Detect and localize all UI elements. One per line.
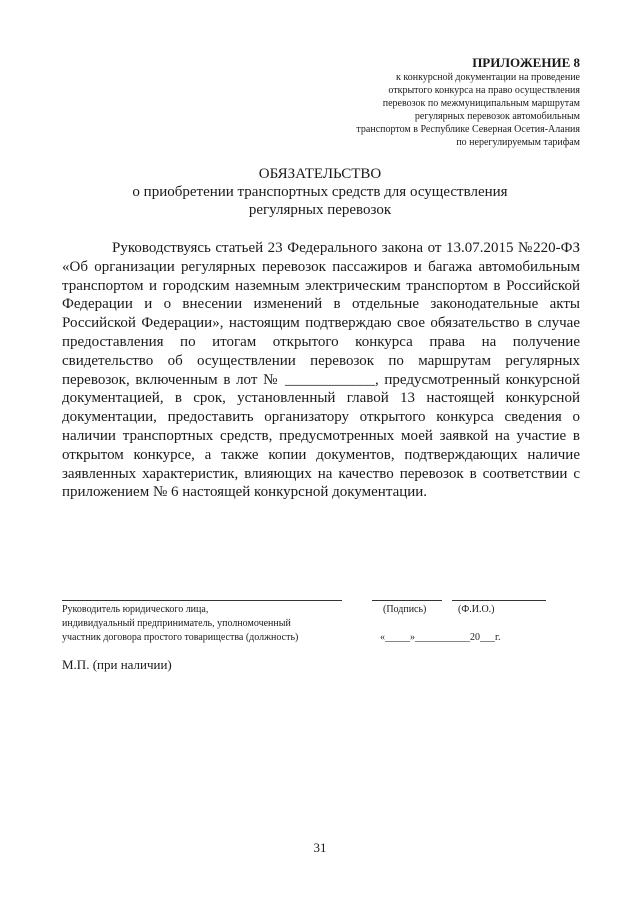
appendix-line: транспортом в Республике Северная Осетия-Алания [356,124,580,135]
page-number: 31 [313,840,327,855]
body-paragraph: Руководствуясь статьей 23 Федерального закона от 13.07.2015 №220-ФЗ «Об организации регулярных перевозок пассажиров и багажа автомобильным транспортом и городским наземным электрическим транспортом в Российской Федерации и о внесении изменений в отдельные законодательные акты Российской Федерации», настоящим подтверждаю свое обязательство в случае предоставления по итогам открытого конкурса права на получение свидетельство об осуществлении перевозок по маршрутам регулярных перевозок, включенным в лот № ____________, предусмотренный конкурсной документацией, в срок, установленный главой 13 настоящей конкурсной документации, предоставить организатору открытого конкурса сведения о наличии транспортных средств, предусмотренных моей заявкой на участие в открытом конкурсе, а также копии документов, подтверждающих наличие заявленных характеристик, влияющих на качество перевозок в соответствии с приложением № 6 настоящей конкурсной документации. [62,240,580,501]
appendix-header [280,55,580,149]
name-label: (Ф.И.О.) [458,604,495,615]
role-label-line2: индивидуальный предприниматель, уполномоченный [62,618,291,629]
title-subtitle-line2: регулярных перевозок [248,202,392,218]
appendix-line: по нерегулируемым тарифам [456,137,580,148]
signature-underline [372,600,442,601]
appendix-title: ПРИЛОЖЕНИЕ 8 [472,55,580,70]
appendix-line: к конкурсной документации на проведение [396,72,580,83]
title-main: ОБЯЗАТЕЛЬСТВО [258,166,382,182]
stamp-note: М.П. (при наличии) [62,657,172,672]
appendix-line: регулярных перевозок автомобильным [414,111,580,122]
title-subtitle-line1: о приобретении транспортных средств для осуществления [132,184,508,200]
date-line: «_____»___________20___г. [380,632,501,643]
appendix-line: открытого конкурса на право осуществления [388,85,580,96]
signature-label: (Подпись) [383,604,427,615]
name-underline [452,600,546,601]
role-underline [62,600,342,601]
appendix-line: перевозок по межмуниципальным маршрутам [382,98,580,109]
document-title [0,165,640,219]
role-label-line3: участник договора простого товарищества (должность) [62,632,299,643]
role-label-line1: Руководитель юридического лица, [62,604,209,615]
